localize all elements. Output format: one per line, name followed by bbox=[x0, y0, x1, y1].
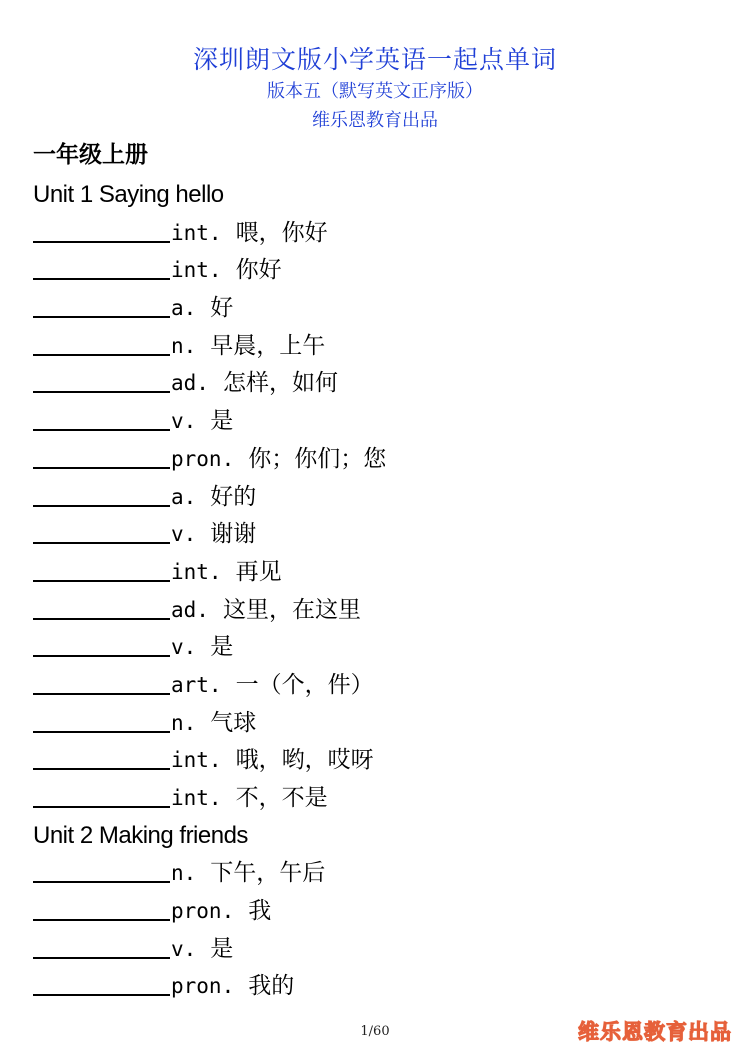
part-of-speech: v. bbox=[171, 936, 197, 961]
part-of-speech: n. bbox=[171, 710, 197, 735]
part-of-speech: int. bbox=[171, 559, 222, 584]
chinese-meaning: 一（个，件） bbox=[235, 671, 374, 698]
word-row bbox=[33, 440, 733, 478]
word-row bbox=[33, 553, 733, 591]
part-of-speech: ad. bbox=[171, 597, 209, 622]
part-of-speech: int. bbox=[171, 258, 222, 283]
word-row bbox=[33, 892, 733, 930]
word-row bbox=[33, 289, 733, 327]
word-row bbox=[33, 364, 733, 402]
answer-blank[interactable] bbox=[33, 970, 170, 996]
word-row bbox=[33, 854, 733, 892]
answer-blank[interactable] bbox=[33, 254, 170, 280]
word-row bbox=[33, 741, 733, 779]
chinese-meaning: 谢谢 bbox=[210, 521, 257, 548]
word-row bbox=[33, 402, 733, 440]
part-of-speech: ad. bbox=[171, 371, 209, 396]
part-of-speech: n. bbox=[171, 861, 197, 886]
grade-heading: 一年级上册 bbox=[33, 142, 148, 168]
part-of-speech: art. bbox=[171, 672, 222, 697]
chinese-meaning: 好 bbox=[210, 295, 234, 322]
watermark-logo: 维乐恩教育出品 bbox=[578, 1020, 732, 1044]
part-of-speech: v. bbox=[171, 522, 197, 547]
part-of-speech: pron. bbox=[171, 446, 235, 471]
answer-blank[interactable] bbox=[33, 669, 170, 695]
chinese-meaning: 好的 bbox=[210, 483, 257, 510]
word-row bbox=[33, 779, 733, 817]
chinese-meaning: 哦，哟，哎呀 bbox=[235, 747, 374, 774]
answer-blank[interactable] bbox=[33, 518, 170, 544]
chinese-meaning: 下午，午后 bbox=[210, 860, 326, 887]
part-of-speech: int. bbox=[171, 786, 222, 810]
word-row bbox=[33, 591, 733, 629]
chinese-meaning: 是 bbox=[210, 408, 234, 435]
word-row bbox=[33, 251, 733, 289]
chinese-meaning: 不，不是 bbox=[235, 785, 328, 811]
part-of-speech: v. bbox=[171, 409, 197, 434]
answer-blank[interactable] bbox=[33, 217, 170, 243]
chinese-meaning: 再见 bbox=[235, 558, 282, 585]
publisher-line: 维乐恩教育出品 bbox=[312, 110, 438, 131]
word-list bbox=[33, 176, 733, 1005]
answer-blank[interactable] bbox=[33, 933, 170, 959]
chinese-meaning: 气球 bbox=[210, 709, 257, 736]
chinese-meaning: 我的 bbox=[248, 973, 295, 1000]
answer-blank[interactable] bbox=[33, 556, 170, 582]
word-row bbox=[33, 478, 733, 516]
document-subtitle: 版本五（默写英文正序版） bbox=[267, 81, 483, 102]
answer-blank[interactable] bbox=[33, 481, 170, 507]
word-row bbox=[33, 327, 733, 365]
answer-blank[interactable] bbox=[33, 330, 170, 356]
chinese-meaning: 早晨，上午 bbox=[210, 332, 326, 359]
word-row bbox=[33, 214, 733, 252]
answer-blank[interactable] bbox=[33, 292, 170, 318]
answer-blank[interactable] bbox=[33, 367, 170, 393]
chinese-meaning: 是 bbox=[210, 935, 234, 962]
chinese-meaning: 你好 bbox=[235, 257, 282, 284]
chinese-meaning: 怎样，如何 bbox=[222, 370, 338, 397]
word-row bbox=[33, 628, 733, 666]
word-row bbox=[33, 967, 733, 1005]
word-row bbox=[33, 515, 733, 553]
word-row bbox=[33, 930, 733, 968]
part-of-speech: int. bbox=[171, 220, 222, 245]
answer-blank[interactable] bbox=[33, 443, 170, 469]
chinese-meaning: 你；你们；您 bbox=[248, 445, 387, 472]
part-of-speech: v. bbox=[171, 635, 197, 660]
part-of-speech: int. bbox=[171, 748, 222, 773]
answer-blank[interactable] bbox=[33, 895, 170, 921]
answer-blank[interactable] bbox=[33, 782, 170, 808]
answer-blank[interactable] bbox=[33, 857, 170, 883]
chinese-meaning: 这里，在这里 bbox=[222, 596, 361, 623]
document-title: 深圳朗文版小学英语一起点单词 bbox=[192, 45, 557, 74]
page-number: 1/60 bbox=[360, 1024, 390, 1039]
chinese-meaning: 喂，你好 bbox=[235, 219, 328, 246]
word-row bbox=[33, 704, 733, 742]
chinese-meaning: 是 bbox=[210, 634, 234, 661]
word-row bbox=[33, 666, 733, 704]
answer-blank[interactable] bbox=[33, 707, 170, 733]
part-of-speech: pron. bbox=[171, 899, 235, 924]
answer-blank[interactable] bbox=[33, 744, 170, 770]
part-of-speech: a. bbox=[171, 296, 197, 321]
answer-blank[interactable] bbox=[33, 405, 170, 431]
part-of-speech: a. bbox=[171, 484, 197, 509]
unit-heading: Unit 2 Making friends bbox=[33, 821, 248, 849]
answer-blank[interactable] bbox=[33, 594, 170, 620]
part-of-speech: pron. bbox=[171, 974, 235, 999]
unit-heading: Unit 1 Saying hello bbox=[33, 181, 224, 208]
answer-blank[interactable] bbox=[33, 631, 170, 657]
chinese-meaning: 我 bbox=[248, 898, 272, 925]
part-of-speech: n. bbox=[171, 333, 197, 358]
